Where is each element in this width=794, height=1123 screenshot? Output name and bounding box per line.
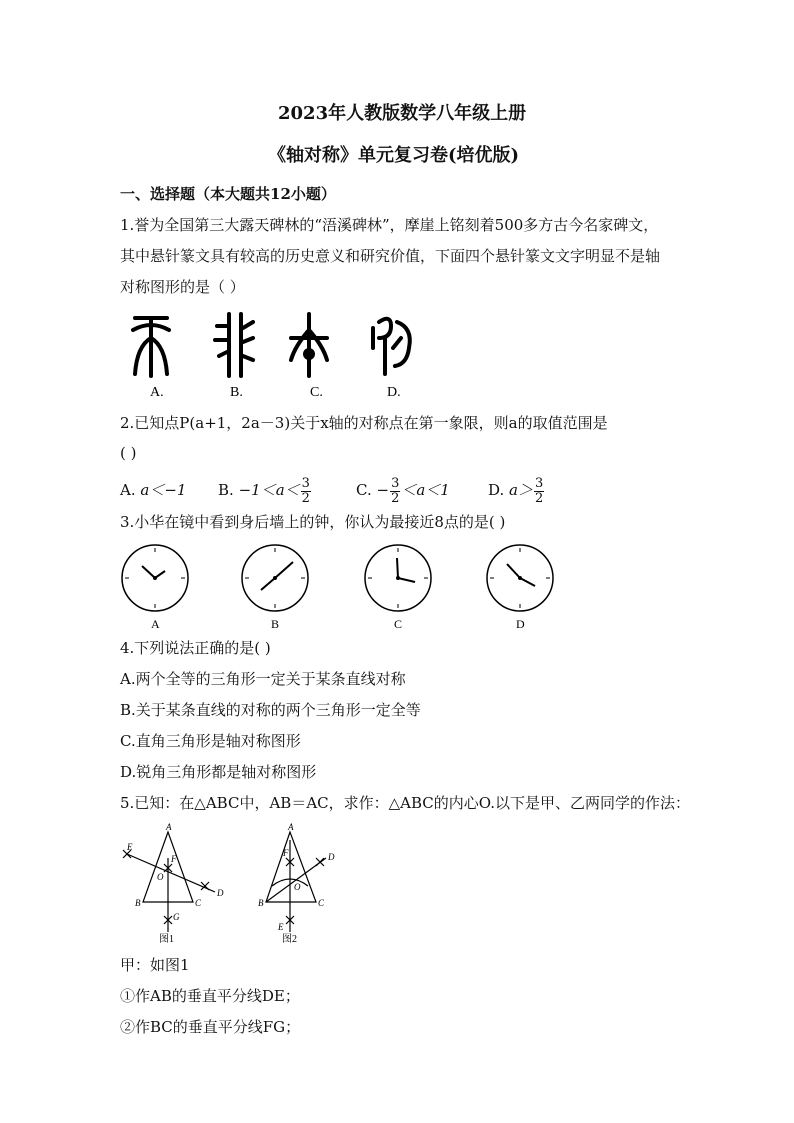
- q2-option-d: D. a＞ $\frac{3}{2}$: [488, 475, 544, 506]
- q1-label-d: D.: [387, 385, 401, 398]
- svg-text:B: B: [135, 898, 141, 908]
- q2-line2: ( ): [120, 444, 137, 462]
- svg-text:D: D: [328, 852, 335, 862]
- q5-step-1: ①作AB的垂直平分线DE；: [120, 987, 300, 1005]
- q1-label-a: A.: [150, 385, 164, 398]
- q2-option-a: [120, 480, 186, 500]
- q4-line1: 4.下列说法正确的是( ): [120, 639, 271, 657]
- section-heading: 一、选择题（本大题共12小题）: [120, 185, 336, 203]
- svg-text:O: O: [157, 872, 164, 882]
- q2-option-d-label: D.: [488, 481, 505, 499]
- document-title: 2023年人教版数学八年级上册: [278, 103, 527, 124]
- q5-figure-2: [250, 820, 370, 945]
- q1-label-b: B.: [230, 385, 243, 398]
- clock-d: [487, 545, 553, 611]
- q2-option-c: C. − $\frac{3}{2}$ ＜a＜1: [356, 475, 450, 506]
- seal-char-b: [215, 314, 253, 376]
- q2-option-b-fraction: $\frac{3}{2}$: [301, 475, 310, 506]
- seal-char-d: [373, 319, 410, 374]
- svg-text:A: A: [166, 822, 172, 832]
- svg-text:C: C: [318, 898, 325, 908]
- q4-option-c: C.直角三角形是轴对称图形: [120, 732, 301, 750]
- svg-text:D: D: [217, 888, 224, 898]
- q2-option-a-expr: a＜−1: [140, 481, 187, 499]
- clock-label-d: D: [516, 617, 525, 631]
- q5-figure-1: [115, 820, 235, 945]
- q2-option-c-label: C.: [356, 481, 372, 499]
- q4-option-d: D.锐角三角形都是轴对称图形: [120, 763, 317, 781]
- q1-line3: 对称图形的是（ ）: [120, 278, 245, 296]
- q3-clocks-figure: [115, 540, 575, 635]
- q2-option-b-pre: −1＜a＜: [238, 481, 300, 499]
- seal-char-c: [291, 314, 327, 376]
- q2-line1: 2.已知点P(a+1，2a－3)关于x轴的对称点在第一象限，则a的取值范围是: [120, 414, 608, 432]
- svg-text:E: E: [278, 922, 284, 932]
- q1-line2: 其中悬针篆文具有较高的历史意义和研究价值，下面四个悬针篆文文字明显不是轴: [120, 247, 661, 265]
- q5-figure-1-caption: 图1: [159, 934, 174, 945]
- clock-b: [242, 545, 308, 611]
- q1-line1: 1.誉为全国第三大露天碑林的“浯溪碑林”，摩崖上铭刻着500多方古今名家碑文，: [120, 216, 659, 234]
- clock-label-c: C: [394, 617, 403, 631]
- q1-seal-characters-figure: [125, 308, 425, 398]
- q2-option-a-label: A.: [120, 481, 136, 499]
- svg-text:F: F: [283, 848, 289, 858]
- q5-figure-2-caption: 图2: [282, 934, 297, 945]
- clock-a: [122, 545, 188, 611]
- q4-option-a: A.两个全等的三角形一定关于某条直线对称: [120, 670, 406, 688]
- clock-label-a: A: [151, 617, 160, 631]
- svg-text:B: B: [258, 898, 264, 908]
- svg-text:E: E: [127, 842, 133, 852]
- svg-text:G: G: [173, 912, 180, 922]
- document-subtitle: 《轴对称》单元复习卷(培优版): [268, 145, 520, 166]
- q1-label-c: C.: [310, 385, 323, 398]
- svg-text:O: O: [294, 882, 301, 892]
- clock-c: [365, 545, 431, 611]
- q4-option-b: B.关于某条直线的对称的两个三角形一定全等: [120, 701, 421, 719]
- q2-option-c-fraction: $\frac{3}{2}$: [391, 475, 400, 506]
- svg-text:F: F: [171, 854, 177, 864]
- q5-step-2: ②作BC的垂直平分线FG；: [120, 1018, 301, 1036]
- clock-label-b: B: [271, 617, 280, 631]
- seal-char-a: [133, 318, 169, 376]
- svg-text:C: C: [195, 898, 202, 908]
- q3-line1: 3.小华在镜中看到身后墙上的钟，你认为最接近8点的是( ): [120, 513, 506, 531]
- q5-line1: 5.已知：在△ABC中，AB＝AC，求作：△ABC的内心O.以下是甲、乙两同学的作法：: [120, 794, 690, 812]
- svg-text:A: A: [288, 822, 294, 832]
- q2-option-d-fraction: $\frac{3}{2}$: [535, 475, 544, 506]
- q2-option-b: [218, 472, 312, 508]
- q2-option-b-label: B.: [218, 481, 234, 499]
- q5-jia-heading: 甲：如图1: [120, 956, 190, 974]
